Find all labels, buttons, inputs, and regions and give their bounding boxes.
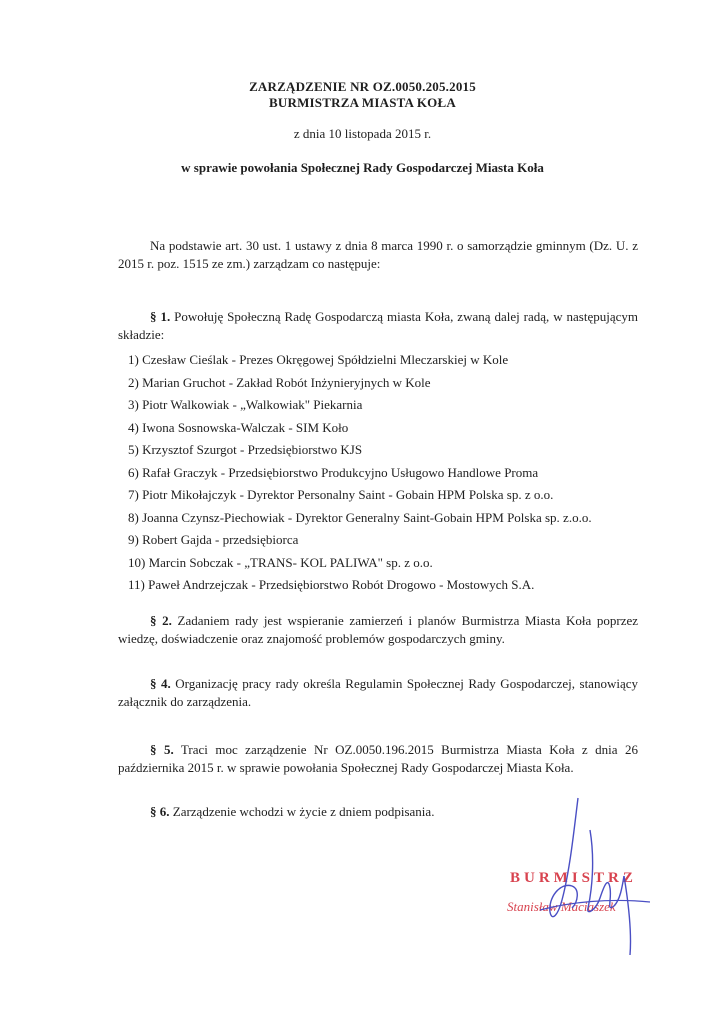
- list-item: 3) Piotr Walkowiak - „Walkowiak" Piekarnia: [128, 397, 363, 412]
- section-4-number: § 4.: [150, 676, 171, 691]
- document-date: z dnia 10 listopada 2015 r.: [293, 126, 432, 141]
- section-1-text: Powołuję Społeczną Radę Gospodarczą miasta Koła, zwaną dalej radą, w następującym składzie:: [118, 309, 638, 342]
- list-item: 1) Czesław Cieślak - Prezes Okręgowej Spółdzielni Mleczarskiej w Kole: [128, 352, 509, 367]
- section-1-number: § 1.: [150, 309, 171, 324]
- section-1: [118, 308, 638, 344]
- list-item: 7) Piotr Mikołajczyk - Dyrektor Personalny Saint - Gobain HPM Polska sp. z o.o.: [128, 487, 554, 502]
- list-item: 10) Marcin Sobczak - „TRANS- KOL PALIWA" sp. z o.o.: [128, 554, 433, 570]
- handwritten-signature: [500, 790, 660, 970]
- section-5-text: Traci moc zarządzenie Nr OZ.0050.196.2015 Burmistrza Miasta Koła z dnia 26 października 2015 r. w sprawie powołania Społecznej Rady Gospodarczej Miasta Koła.: [118, 742, 638, 775]
- stamp-name: Stanisław Maciaszek: [507, 899, 616, 914]
- section-5-number: § 5.: [150, 742, 174, 757]
- list-item: 6) Rafał Graczyk - Przedsiębiorstwo Produkcyjno Usługowo Handlowe Proma: [128, 464, 539, 480]
- section-5: [118, 741, 638, 777]
- section-6-number: § 6.: [150, 804, 170, 819]
- list-item: 4) Iwona Sosnowska-Walczak - SIM Koło: [128, 419, 349, 435]
- document-subject: w sprawie powołania Społecznej Rady Gospodarczej Miasta Koła: [181, 160, 544, 175]
- section-2: [118, 612, 638, 648]
- list-item: 9) Robert Gajda - przedsiębiorca: [128, 532, 299, 547]
- mayor-stamp: [500, 790, 660, 970]
- list-item: 11) Paweł Andrzejczak - Przedsiębiorstwo Robót Drogowo - Mostowych S.A.: [128, 577, 535, 592]
- list-item: 2) Marian Gruchot - Zakład Robót Inżynieryjnych w Kole: [128, 374, 431, 390]
- section-2-number: § 2.: [150, 613, 172, 628]
- legal-basis-paragraph: [118, 237, 638, 273]
- section-4: [118, 675, 638, 711]
- section-2-text: Zadaniem rady jest wspieranie zamierzeń i planów Burmistrza Miasta Koła poprzez wiedzę, doświadczenie oraz znajomość problemów gospodarczych gminy.: [118, 613, 638, 646]
- list-item: 5) Krzysztof Szurgot - Przedsiębiorstwo KJS: [128, 442, 363, 457]
- council-members-list: [128, 351, 592, 599]
- section-6-text: Zarządzenie wchodzi w życie z dniem podpisania.: [172, 804, 435, 819]
- list-item: 8) Joanna Czynsz-Piechowiak - Dyrektor Generalny Saint-Gobain HPM Polska sp. z.o.o.: [128, 509, 592, 525]
- stamp-title: BURMISTRZ: [510, 870, 637, 886]
- section-4-text: Organizację pracy rady określa Regulamin Społecznej Rady Gospodarczej, stanowiący załącznik do zarządzenia.: [118, 676, 638, 709]
- legal-basis-text: Na podstawie art. 30 ust. 1 ustawy z dnia 8 marca 1990 r. o samorządzie gminnym (Dz. U. z 2015 r. poz. 1515 ze zm.) zarządzam co następuje:: [118, 238, 638, 271]
- document-title: ZARZĄDZENIE NR OZ.0050.205.2015: [249, 79, 476, 94]
- document-issuer: BURMISTRZA MIASTA KOŁA: [269, 95, 456, 110]
